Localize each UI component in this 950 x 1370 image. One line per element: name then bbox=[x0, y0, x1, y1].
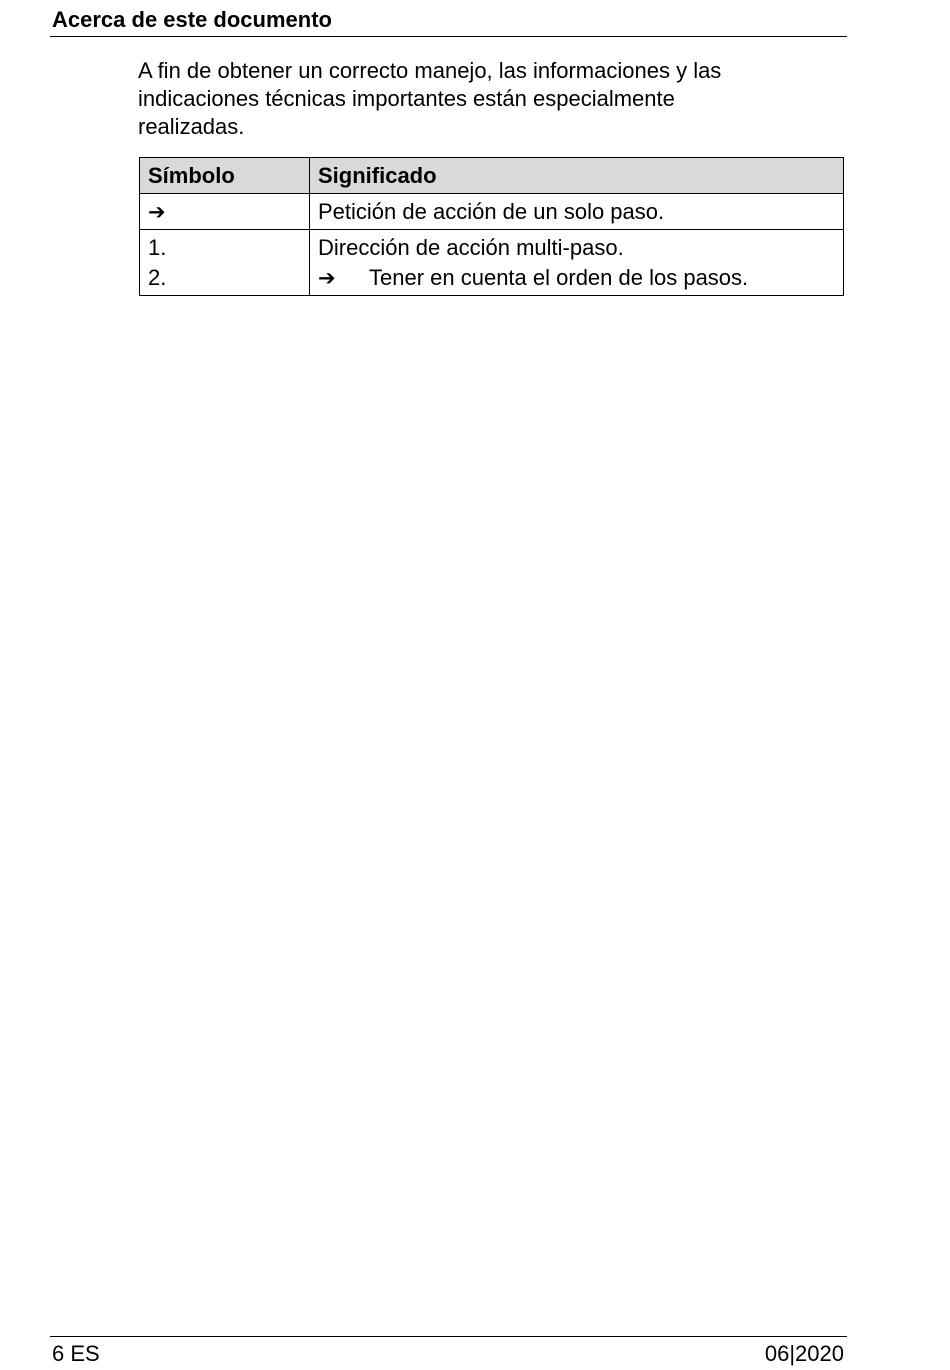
page-header-title: Acerca de este documento bbox=[52, 7, 332, 32]
intro-line: indicaciones técnicas importantes están especialmente bbox=[138, 86, 675, 111]
meaning-cell bbox=[310, 230, 844, 296]
column-header-symbol: Símbolo bbox=[140, 158, 310, 194]
symbol-cell bbox=[140, 194, 310, 230]
meaning-subtext: Tener en cuenta el orden de los pasos. bbox=[369, 265, 749, 290]
table-row bbox=[140, 230, 844, 296]
symbols-table bbox=[139, 157, 844, 296]
arrow-right-icon: ➔ bbox=[148, 200, 166, 224]
step-number: 1. bbox=[148, 235, 167, 260]
step-number: 2. bbox=[148, 265, 167, 290]
intro-line: realizadas. bbox=[138, 114, 245, 139]
intro-line: A fin de obtener un correcto manejo, las informaciones y las bbox=[138, 58, 722, 83]
arrow-right-icon: ➔ bbox=[318, 266, 336, 290]
meaning-text: Dirección de acción multi-paso. bbox=[318, 235, 624, 260]
meaning-cell: Petición de acción de un solo paso. bbox=[310, 194, 844, 230]
document-date: 06|2020 bbox=[764, 1341, 844, 1366]
header-divider bbox=[50, 36, 847, 37]
footer-divider bbox=[50, 1336, 847, 1337]
table-row bbox=[140, 194, 844, 230]
column-header-meaning: Significado bbox=[310, 158, 844, 194]
symbol-cell bbox=[140, 230, 310, 296]
table-header-row bbox=[140, 158, 844, 194]
page-number: 6 ES bbox=[52, 1341, 100, 1366]
intro-paragraph bbox=[138, 57, 818, 141]
meaning-subline bbox=[318, 263, 835, 293]
